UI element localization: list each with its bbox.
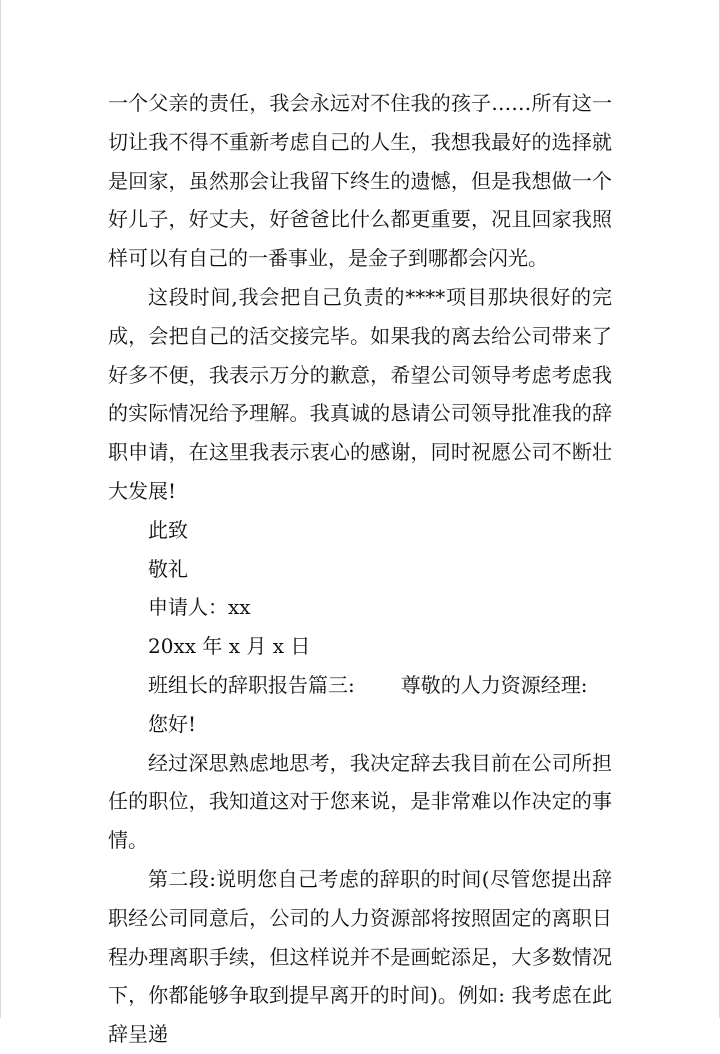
- applicant-line: 申请人：xx: [148, 595, 251, 620]
- closing-jingli: 敬礼: [148, 556, 188, 581]
- closing-cizhi: 此致: [148, 517, 188, 542]
- paragraph-family-reason: 一个父亲的责任，我会永远对不住我的孩子……所有这一切让我不得不重新考虑自己的人生，我想我最好的选择就是回家，虽然那会让我留下终生的遗憾，但是我想做一个好儿子，好丈夫，好爸爸比什么都更重要，况且回家我照样可以有自己的一番事业，是金子到哪都会闪光。: [108, 91, 612, 271]
- paragraph-decision: 经过深思熟虑地思考，我决定辞去我目前在公司所担任的职位，我知道这对于您来说，是非常难以作决定的事情。: [108, 750, 612, 853]
- paragraph-timing: 第二段:说明您自己考虑的辞职的时间(尽管您提出辞职经公司同意后，公司的人力资源部将按照固定的离职日程办理离职手续，但这样说并不是画蛇添足，大多数情况下，你都能够争取到提早离开的时间)。例如: 我考虑在此辞呈递: [108, 866, 612, 1047]
- document-body: [108, 84, 612, 1054]
- salutation-to: 尊敬的人力资源经理:: [400, 672, 588, 697]
- section-heading: 班组长的辞职报告篇三:: [148, 672, 355, 697]
- section-heading-line: [108, 666, 612, 705]
- date-line: 20xx 年 x 月 x 日: [148, 634, 311, 659]
- page-edge-left: [0, 0, 1, 1018]
- paragraph-handover: 这段时间,我会把自己负责的****项目那块很好的完成，会把自己的活交接完毕。如果我的离去给公司带来了好多不便，我表示万分的歉意，希望公司领导考虑考虑我的实际情况给予理解。我真诚的恳请公司领导批准我的辞职申请，在这里我表示衷心的感谢，同时祝愿公司不断壮大发展!: [108, 284, 612, 503]
- greeting: 您好!: [148, 711, 197, 736]
